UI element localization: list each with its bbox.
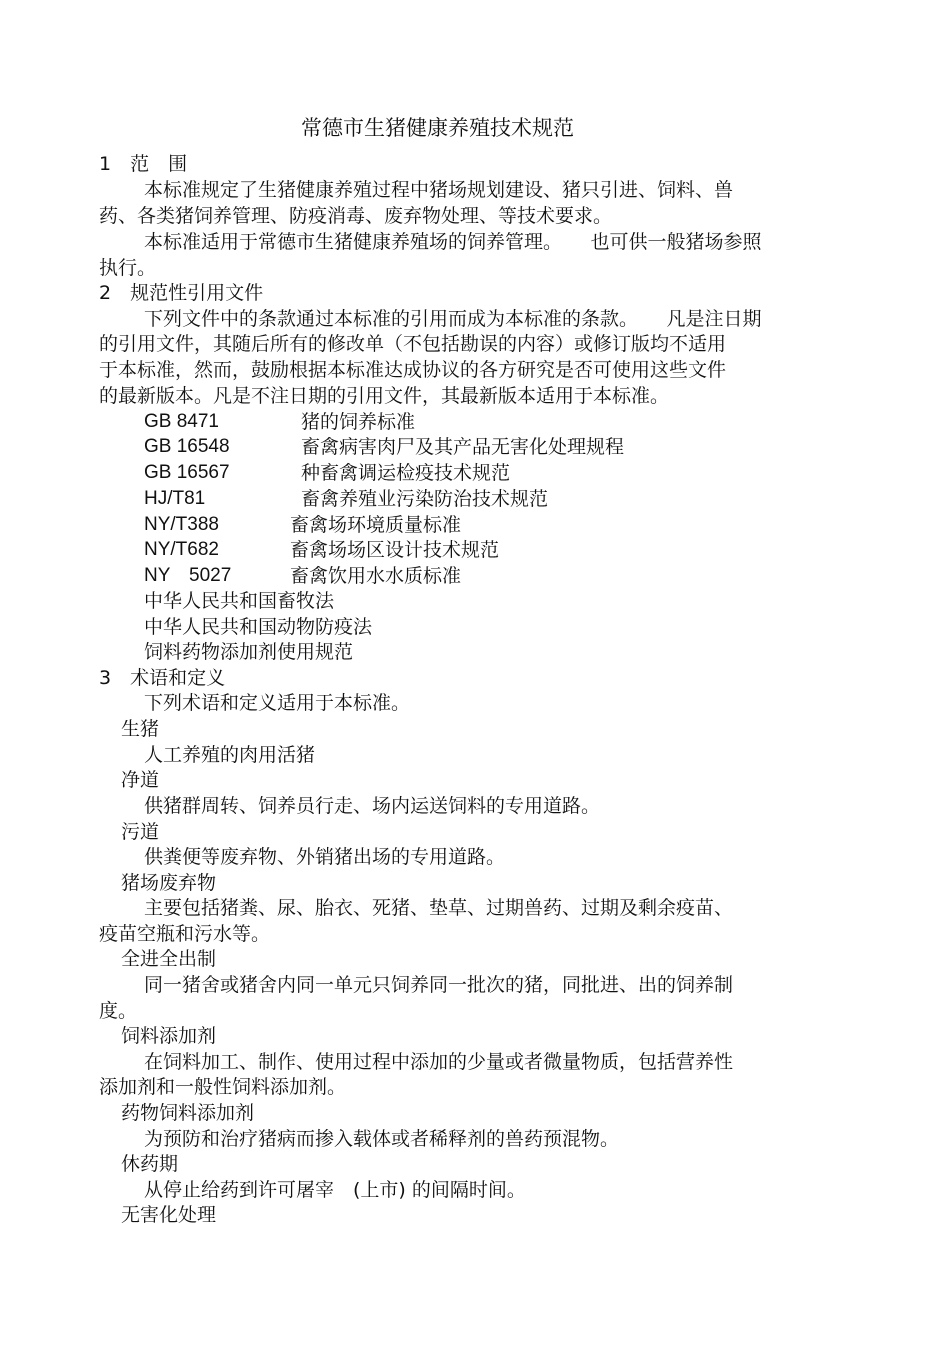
definition: 在饲料加工、制作、使用过程中添加的少量或者微量物质，包括营养性 bbox=[144, 1051, 734, 1073]
section-1-heading: 1 范 围 bbox=[99, 153, 188, 175]
section-3-heading: 3 术语和定义 bbox=[99, 667, 226, 689]
ref-code: GB 16567 bbox=[144, 462, 230, 483]
term: 生猪 bbox=[121, 718, 160, 740]
ref-name: 畜禽饮用水水质标准 bbox=[290, 565, 462, 587]
ref-name: 畜禽病害肉尸及其产品无害化处理规程 bbox=[301, 436, 625, 458]
ref-code: NY/T682 bbox=[144, 539, 219, 560]
definition: 为预防和治疗猪病而掺入载体或者稀释剂的兽药预混物。 bbox=[144, 1128, 620, 1150]
para-line: 本标准适用于常德市生猪健康养殖场的饲养管理。 也可供一般猪场参照 bbox=[144, 231, 762, 253]
ref-code: NY/T388 bbox=[144, 514, 219, 535]
ref-name: 猪的饲养标准 bbox=[301, 411, 416, 433]
ref-name: 种畜禽调运检疫技术规范 bbox=[301, 462, 511, 484]
para-line: 本标准规定了生猪健康养殖过程中猪场规划建设、猪只引进、饲料、兽 bbox=[144, 179, 734, 201]
term: 猪场废弃物 bbox=[121, 872, 217, 894]
ref-code: GB 8471 bbox=[144, 411, 219, 432]
definition: 主要包括猪粪、尿、胎衣、死猪、垫草、过期兽药、过期及剩余疫苗、 bbox=[144, 897, 734, 919]
definition: 供猪群周转、饲养员行走、场内运送饲料的专用道路。 bbox=[144, 795, 601, 817]
term: 全进全出制 bbox=[121, 948, 217, 970]
definition: 疫苗空瓶和污水等。 bbox=[99, 923, 271, 945]
ref-code: NY 5027 bbox=[144, 565, 232, 586]
law-item: 中华人民共和国畜牧法 bbox=[144, 590, 335, 612]
ref-name: 畜禽养殖业污染防治技术规范 bbox=[301, 488, 549, 510]
para-line: 于本标准，然而，鼓励根据本标准达成协议的各方研究是否可使用这些文件 bbox=[99, 359, 727, 381]
ref-code: HJ/T81 bbox=[144, 488, 206, 509]
term: 饲料添加剂 bbox=[121, 1025, 217, 1047]
term: 污道 bbox=[121, 821, 160, 843]
law-item: 中华人民共和国动物防疫法 bbox=[144, 616, 373, 638]
definition: 人工养殖的肉用活猪 bbox=[144, 744, 316, 766]
doc-title: 常德市生猪健康养殖技术规范 bbox=[301, 116, 574, 140]
para-line: 的引用文件，其随后所有的修改单（不包括勘误的内容）或修订版均不适用 bbox=[99, 333, 727, 355]
para-line: 下列文件中的条款通过本标准的引用而成为本标准的条款。 凡是注日期 bbox=[144, 308, 762, 330]
definition: 度。 bbox=[99, 1000, 138, 1022]
para-line: 的最新版本。凡是不注日期的引用文件，其最新版本适用于本标准。 bbox=[99, 385, 670, 407]
term: 休药期 bbox=[121, 1153, 179, 1175]
para-line: 下列术语和定义适用于本标准。 bbox=[144, 692, 411, 714]
definition: 同一猪舍或猪舍内同一单元只饲养同一批次的猪，同批进、出的饲养制 bbox=[144, 974, 734, 996]
definition: 添加剂和一般性饲料添加剂。 bbox=[99, 1076, 347, 1098]
term: 药物饲料添加剂 bbox=[121, 1102, 255, 1124]
section-2-heading: 2 规范性引用文件 bbox=[99, 282, 264, 304]
term: 净道 bbox=[121, 769, 160, 791]
term: 无害化处理 bbox=[121, 1204, 217, 1226]
para-line: 药、各类猪饲养管理、防疫消毒、废弃物处理、等技术要求。 bbox=[99, 205, 613, 227]
definition: 从停止给药到许可屠宰 (上市) 的间隔时间。 bbox=[144, 1179, 526, 1201]
definition: 供粪便等废弃物、外销猪出场的专用道路。 bbox=[144, 846, 506, 868]
ref-name: 畜禽场环境质量标准 bbox=[290, 514, 462, 536]
ref-name: 畜禽场场区设计技术规范 bbox=[290, 539, 500, 561]
para-line: 执行。 bbox=[99, 257, 157, 279]
ref-code: GB 16548 bbox=[144, 436, 230, 457]
law-item: 饲料药物添加剂使用规范 bbox=[144, 641, 354, 663]
